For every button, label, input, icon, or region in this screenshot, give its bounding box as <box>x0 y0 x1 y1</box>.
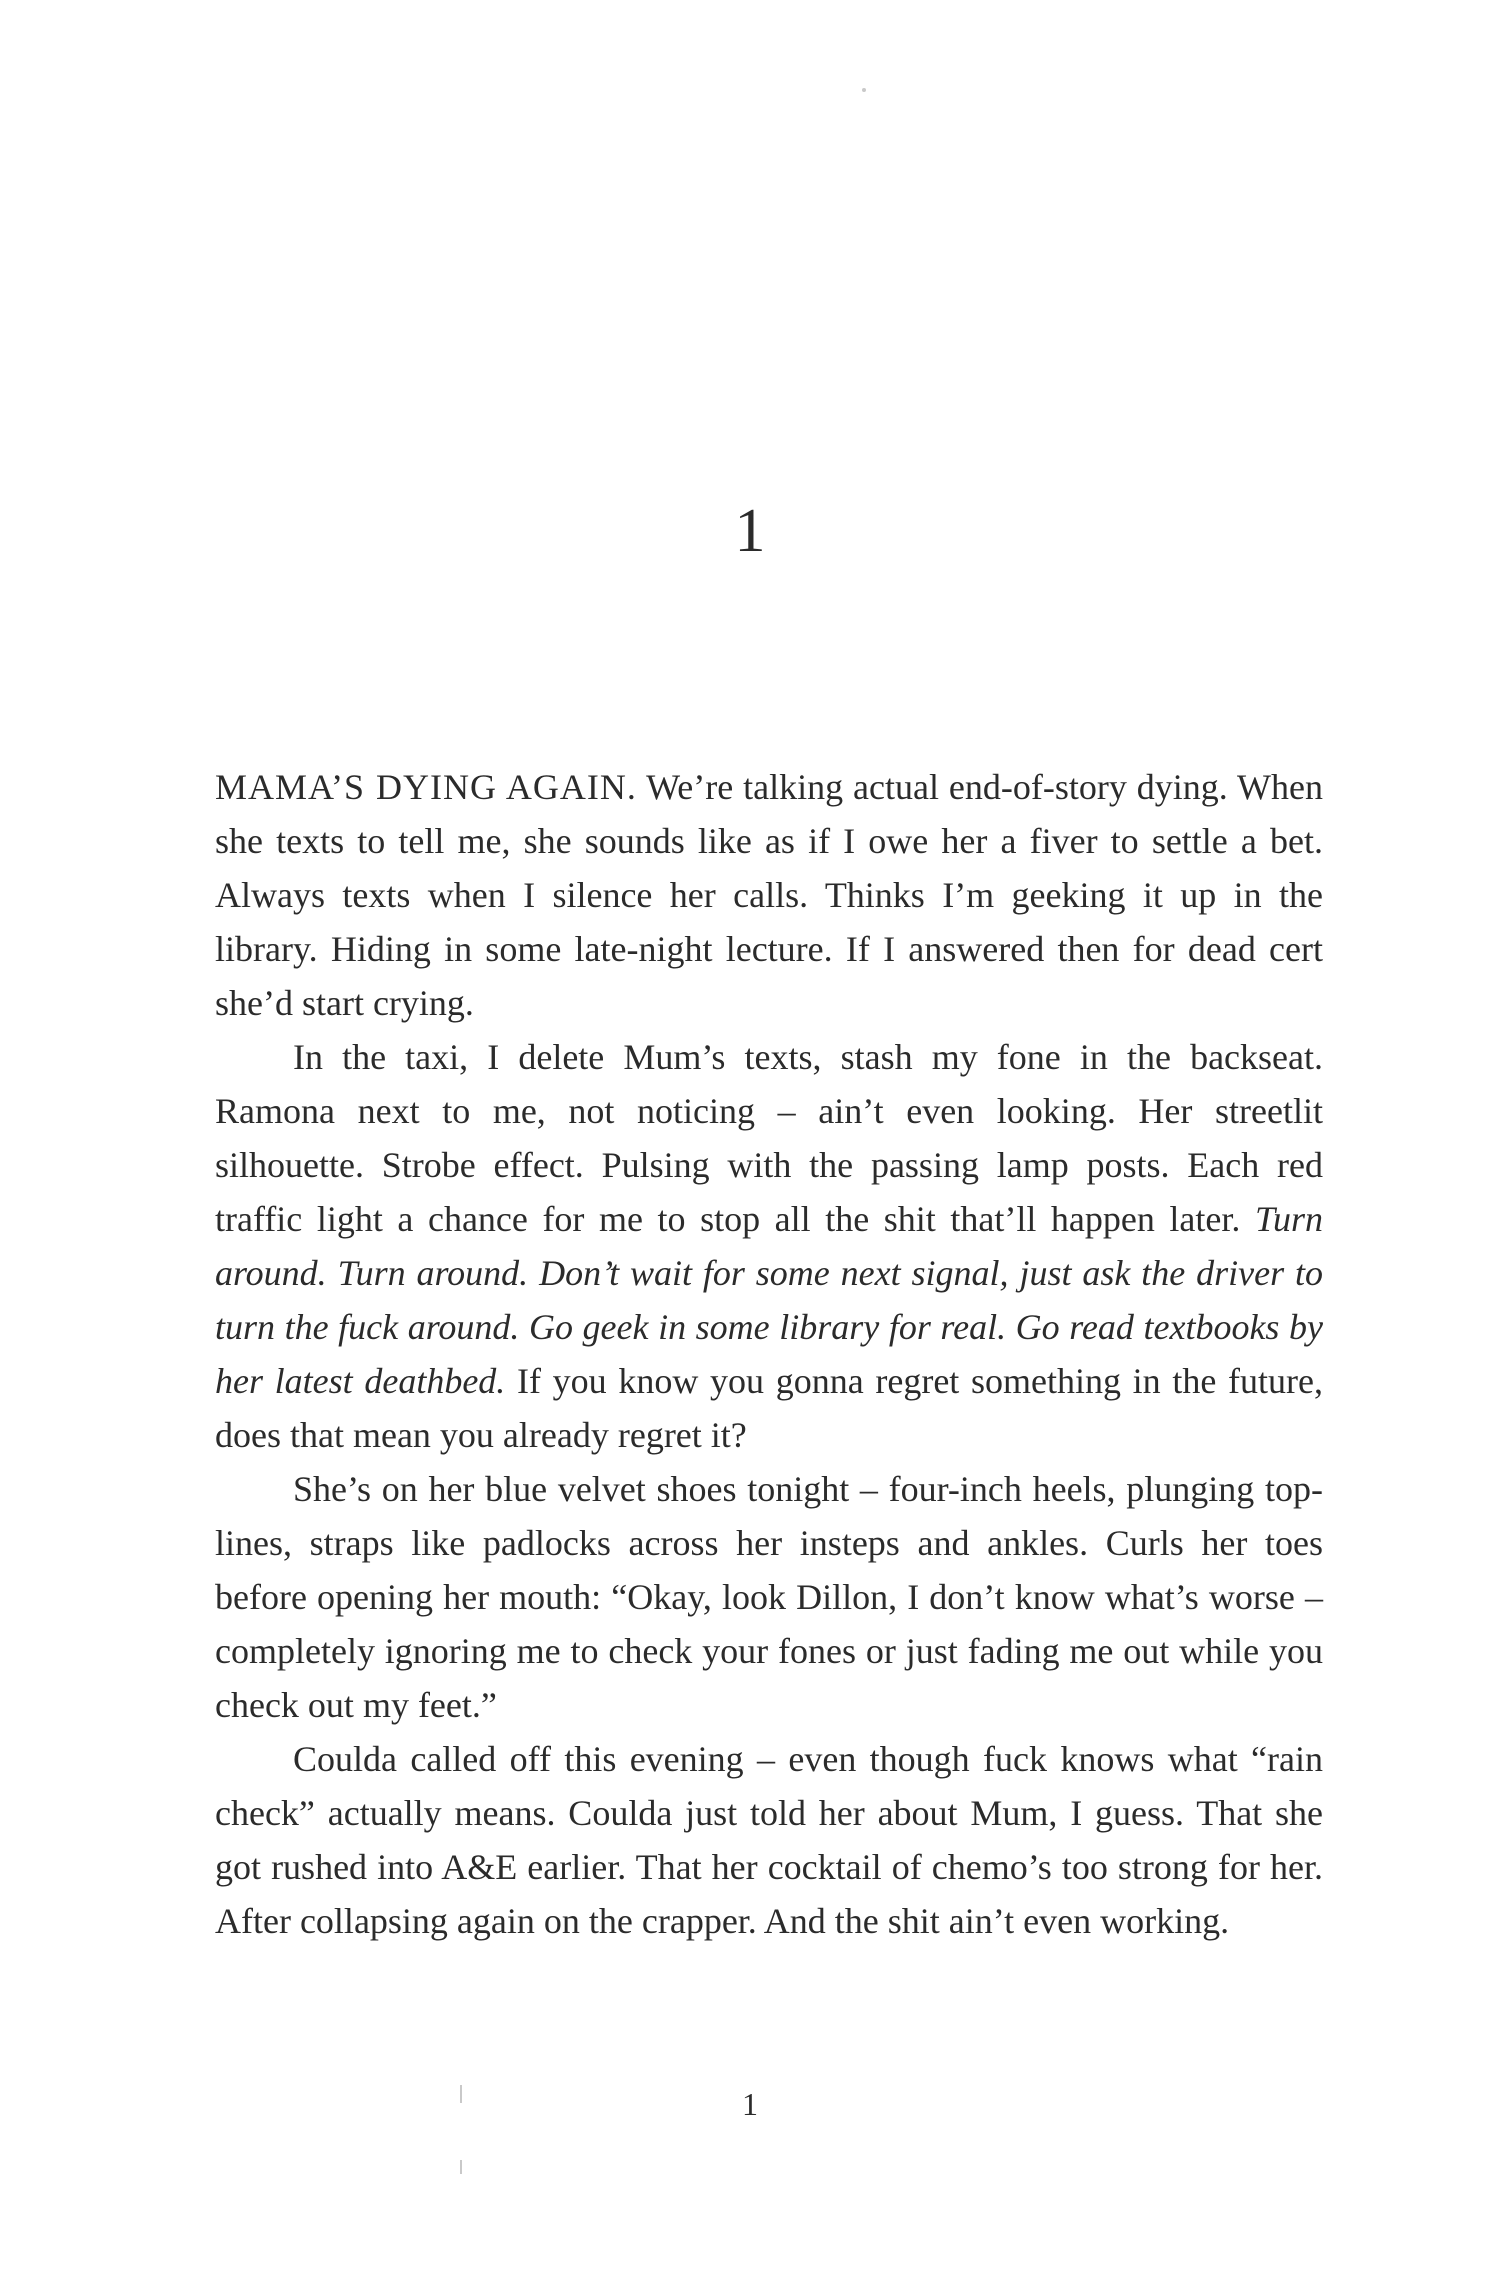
paragraph-4: Coulda called off this evening – even though fuck knows what “rain check” actually means. Coulda just told her about Mum, I guess. That she got rushed into A&E earlier. That her cocktail of chemo’s too strong for her. After collapsing again on the crapper. And the shit ain’t even working. <box>215 1739 1323 1941</box>
paragraph-1 <box>215 760 1323 1030</box>
paragraph-2 <box>215 1030 1323 1462</box>
paragraph-3: She’s on her blue velvet shoes tonight – four-inch heels, plunging top-lines, straps like padlocks across her insteps and ankles. Curls her toes before opening her mouth: “Okay, look Dillon, I don’t know what’s worse – completely ignoring me to check your fones or just fading me out while you check out my feet.” <box>215 1469 1323 1725</box>
opening-caps: MAMA’S DYING AGAIN. <box>215 767 637 807</box>
chapter-number: 1 <box>734 497 766 565</box>
scan-mark-left-lower <box>460 2160 462 2174</box>
page-number: 1 <box>742 2086 758 2122</box>
chapter-body <box>215 760 1323 1948</box>
paragraph-2-start: In the taxi, I delete Mum’s texts, stash my fone in the backseat. Ramona next to me, not noticing – ain’t even looking. Her streetlit silhouette. Strobe effect. Pulsing with the passing lamp posts. Each red traffic light a chance for me to stop all the shit that’ll happen later. <box>215 1037 1323 1239</box>
scan-speck-top <box>862 88 866 92</box>
paragraph-2-italic: Turn around. Turn around. Don’t wait for some next signal, just ask the driver to turn the fuck around. Go geek in some library for real. Go read textbooks by her latest deathbed. <box>215 1199 1323 1401</box>
paragraph-2-end: If you know you gonna regret something in the future, does that mean you already regret it? <box>215 1361 1323 1455</box>
paragraph-1-text: We’re talking actual end-of-story dying. When she texts to tell me, she sounds like as if I owe her a fiver to settle a bet. Always texts when I silence her calls. Thinks I’m geeking it up in the library. Hiding in some late-night lecture. If I answered then for dead cert she’d start crying. <box>215 767 1323 1023</box>
